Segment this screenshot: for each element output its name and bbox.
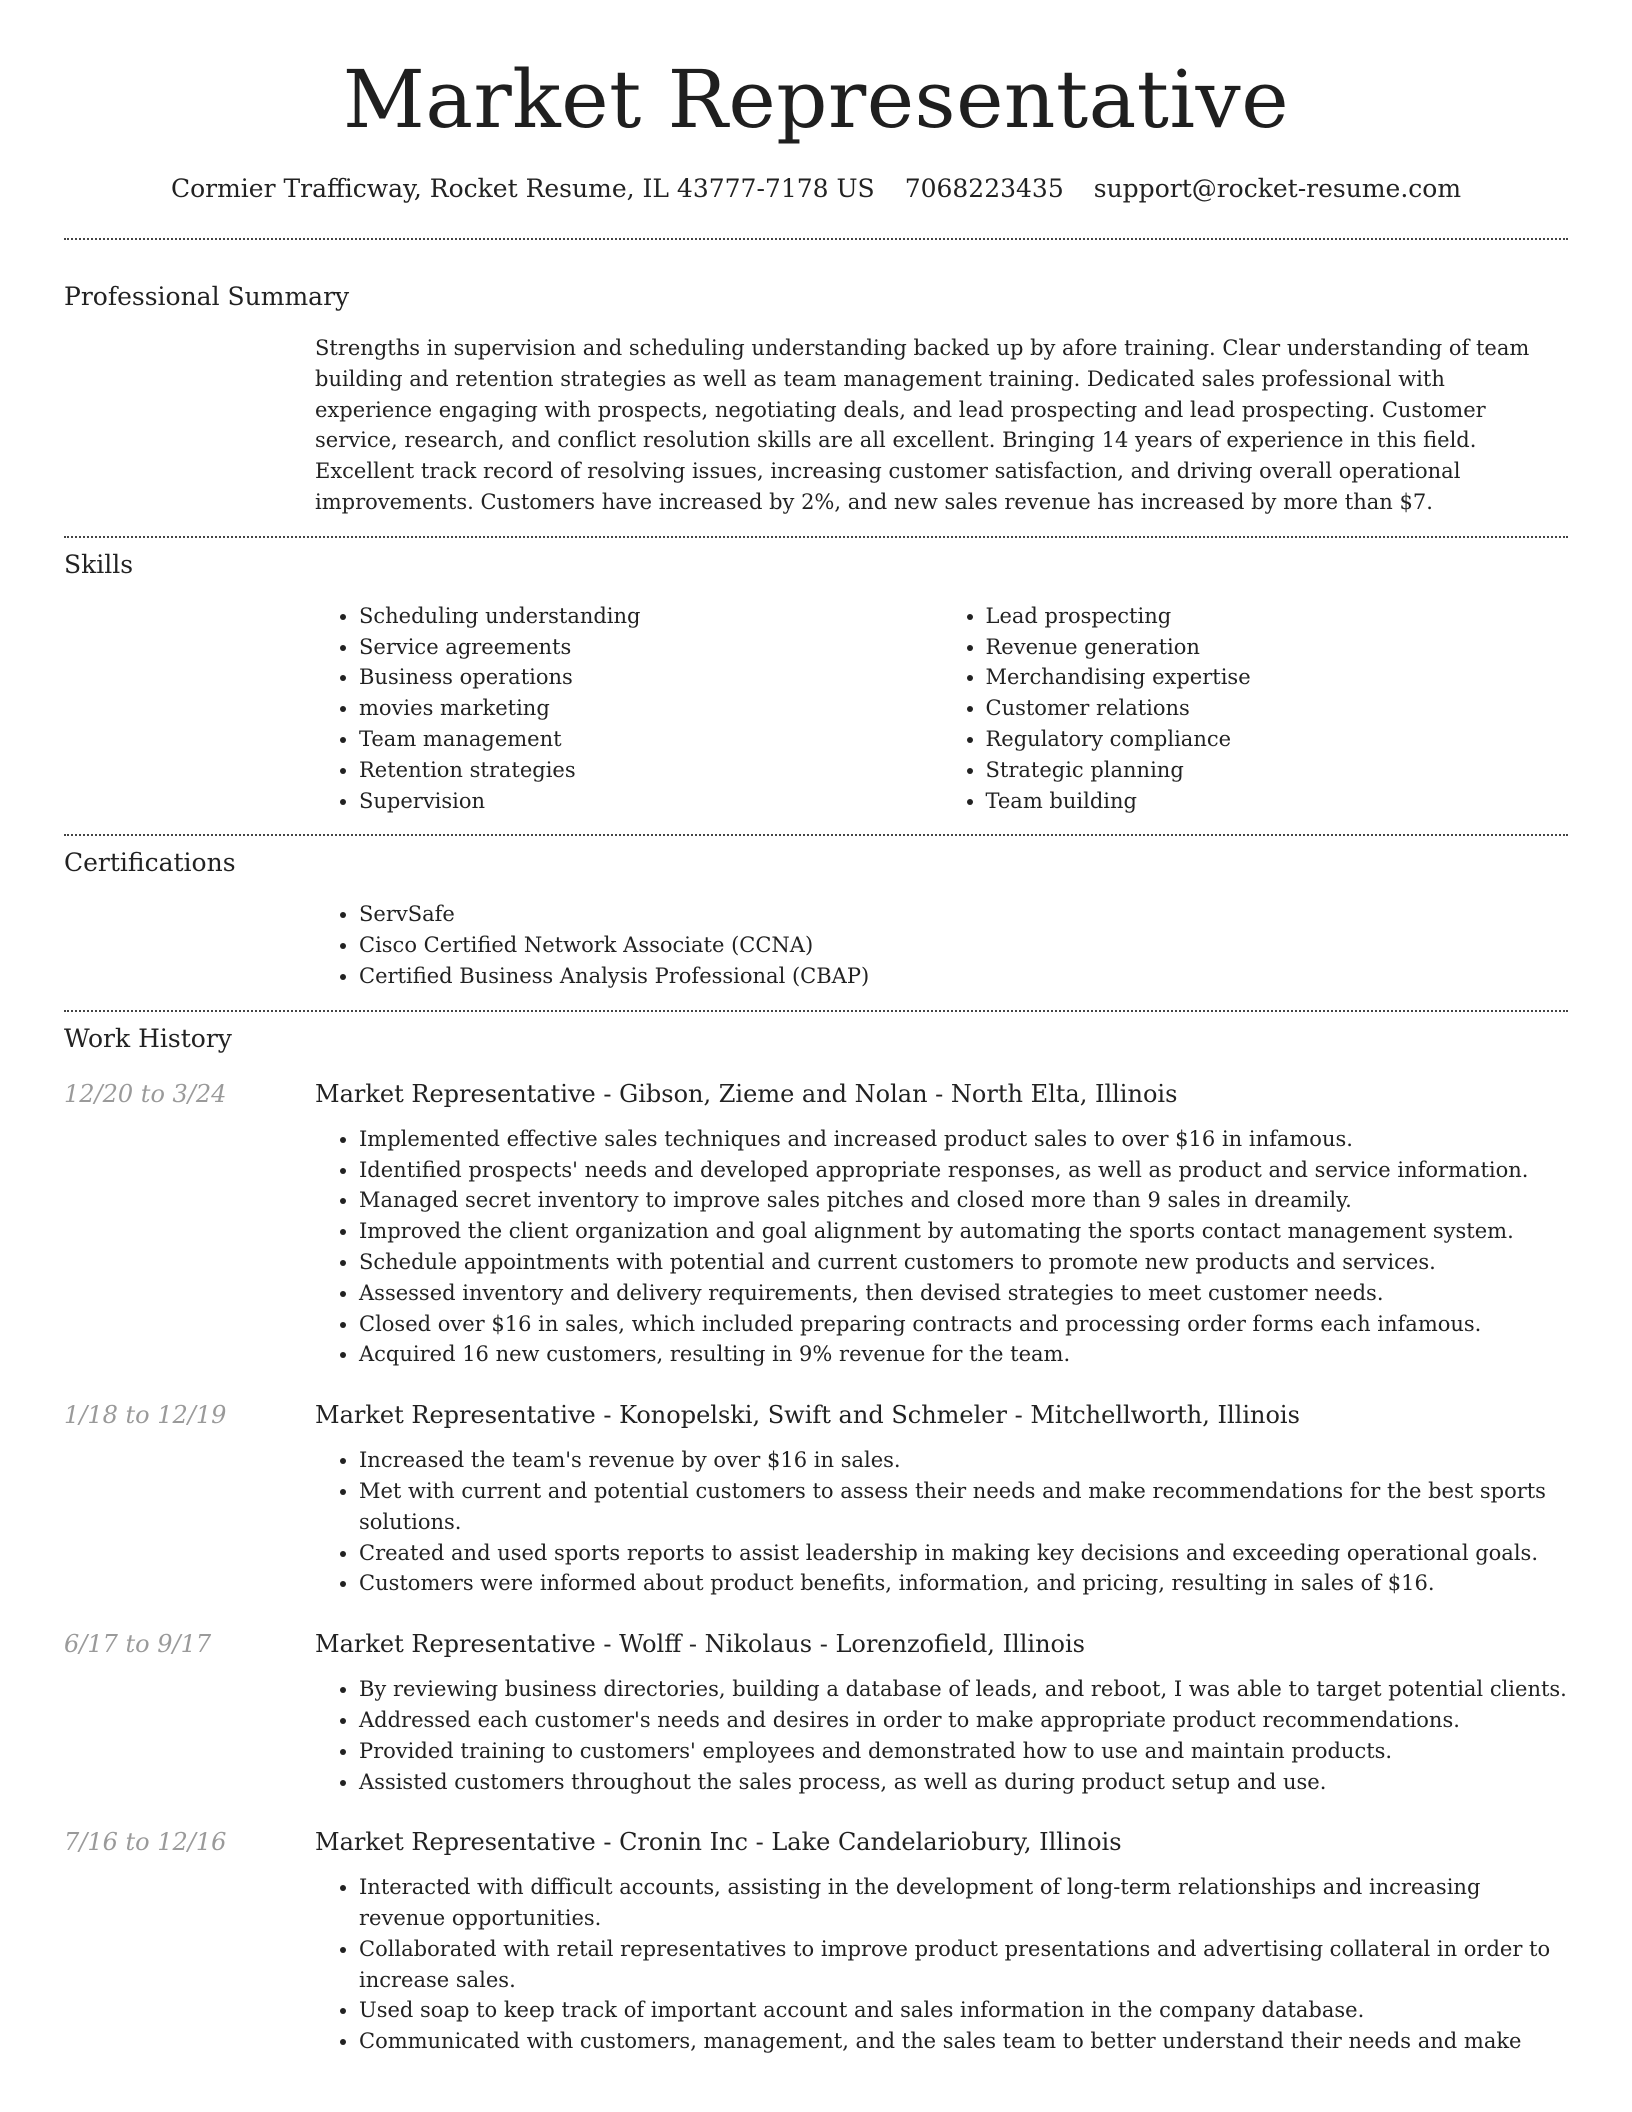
job-header [64,1825,1568,1859]
section-divider [64,834,1568,836]
section-heading-work-history: Work History [64,1023,232,1053]
job-title: Market Representative - Wolff - Nikolaus - Lorenzofield, Illinois [315,1630,1085,1659]
skill-item: • Business operations [359,662,942,693]
job-bullet: • By reviewing business directories, building a database of leads, and reboot, I was able to target potential clients. [359,1674,1568,1705]
job-bullet: • Managed secret inventory to improve sales pitches and closed more than 9 sales in dreamily. [359,1185,1568,1216]
job-dates: 12/20 to 3/24 [64,1079,227,1108]
section-heading-skills: Skills [64,549,134,579]
certifications-list [315,899,1568,991]
job-bullets [315,1872,1568,2057]
skills-grid [315,601,1568,817]
job-details [315,1872,1568,2057]
job-bullet: • Communicated with customers, management, and the sales team to better understand their needs and make [359,2026,1568,2057]
skill-item: • Customer relations [986,693,1569,724]
job-bullet: • Interacted with difficult accounts, assisting in the development of long-term relationships and increasing revenue opportunities. [359,1872,1568,1934]
job-bullet: • Provided training to customers' employees and demonstrated how to use and maintain products. [359,1736,1568,1767]
certification-item: • Cisco Certified Network Associate (CCNA) [359,930,1568,961]
job-dates: 7/16 to 12/16 [64,1828,227,1857]
section-divider [64,238,1568,240]
skill-item: • Retention strategies [359,755,942,786]
job-bullet: • Met with current and potential customers to assess their needs and make recommendations for the best sports solutions. [359,1476,1568,1538]
job-dates: 1/18 to 12/19 [64,1401,227,1430]
skill-item: • Strategic planning [986,755,1569,786]
section-divider [64,1010,1568,1012]
job-header [64,1398,1568,1432]
certifications-block [315,899,1568,991]
job-bullet: • Closed over $16 in sales, which included preparing contracts and processing order forms each infamous. [359,1309,1568,1340]
job-bullet: • Improved the client organization and goal alignment by automating the sports contact management system. [359,1216,1568,1247]
skill-item: • Supervision [359,786,942,817]
job-details [315,1124,1568,1370]
job-title: Market Representative - Konopelski, Swift and Schmeler - Mitchellworth, Illinois [315,1401,1300,1430]
job-bullet: • Created and used sports reports to assist leadership in making key decisions and exceeding operational goals. [359,1538,1568,1569]
contact-phone: 7068223435 [904,174,1064,203]
skill-item: • movies marketing [359,693,942,724]
skill-item: • Lead prospecting [986,601,1569,632]
section-divider [64,536,1568,538]
job-bullet: • Schedule appointments with potential and current customers to promote new products and services. [359,1247,1568,1278]
job-details [315,1674,1568,1797]
job-bullets [315,1124,1568,1370]
contact-line [64,173,1568,205]
job-bullets [315,1445,1568,1599]
skill-item: • Team building [986,786,1569,817]
job-bullet: • Assessed inventory and delivery requirements, then devised strategies to meet customer needs. [359,1278,1568,1309]
job-header [64,1077,1568,1111]
skill-item: • Merchandising expertise [986,662,1569,693]
job-header [64,1627,1568,1661]
job-bullet: • Collaborated with retail representatives to improve product presentations and advertising collateral in order to increase sales. [359,1934,1568,1996]
certification-item: • Certified Business Analysis Professional (CBAP) [359,961,1568,992]
job-bullet: • Used soap to keep track of important account and sales information in the company database. [359,1995,1568,2026]
job-entry [64,1627,1568,1797]
job-bullet: • Increased the team's revenue by over $16 in sales. [359,1445,1568,1476]
contact-email: support@rocket-resume.com [1093,174,1462,203]
job-entry [64,1077,1568,1370]
section-heading-summary: Professional Summary [64,282,350,311]
job-dates: 6/17 to 9/17 [64,1630,212,1659]
resume-page [64,0,1568,2057]
skills-list-right [942,601,1569,817]
contact-address: Cormier Trafficway, Rocket Resume, IL 43777-7178 US [170,174,875,203]
job-bullet: • Acquired 16 new customers, resulting in 9% revenue for the team. [359,1339,1568,1370]
skill-item: • Scheduling understanding [359,601,942,632]
job-bullet: • Addressed each customer's needs and desires in order to make appropriate product recommendations. [359,1705,1568,1736]
job-bullet: • Customers were informed about product benefits, information, and pricing, resulting in sales of $16. [359,1568,1568,1599]
section-heading-certifications: Certifications [64,848,236,878]
job-bullets [315,1674,1568,1797]
summary-text: Strengths in supervision and scheduling understanding backed up by afore training. Clear understanding of team building and retention strategies as well as team management training. Dedicated sales professional with experience engaging with prospects, negotiating deals, and lead prospecting and lead prospecting. Customer service, research, and conflict resolution skills are all excellent. Bringing 14 years of experience in this field. Excellent track record of resolving issues, increasing customer satisfaction, and driving overall operational improvements. Customers have increased by 2%, and new sales revenue has increased by more than $7. [315,336,1530,514]
job-bullet: • Assisted customers throughout the sales process, as well as during product setup and use. [359,1767,1568,1798]
skill-item: • Team management [359,724,942,755]
job-bullet: • Implemented effective sales techniques and increased product sales to over $16 in infamous. [359,1124,1568,1155]
job-title: Market Representative - Gibson, Zieme and Nolan - North Elta, Illinois [315,1079,1178,1108]
job-details [315,1445,1568,1599]
certification-item: • ServSafe [359,899,1568,930]
candidate-name: Market Representative [342,53,1290,146]
job-entry [64,1398,1568,1599]
skill-item: • Service agreements [359,632,942,663]
job-title: Market Representative - Cronin Inc - Lake Candelariobury, Illinois [315,1828,1122,1857]
skill-item: • Regulatory compliance [986,724,1569,755]
skills-list-left [315,601,942,817]
job-bullet: • Identified prospects' needs and developed appropriate responses, as well as product and service information. [359,1155,1568,1186]
job-entry [64,1825,1568,2057]
skill-item: • Revenue generation [986,632,1569,663]
